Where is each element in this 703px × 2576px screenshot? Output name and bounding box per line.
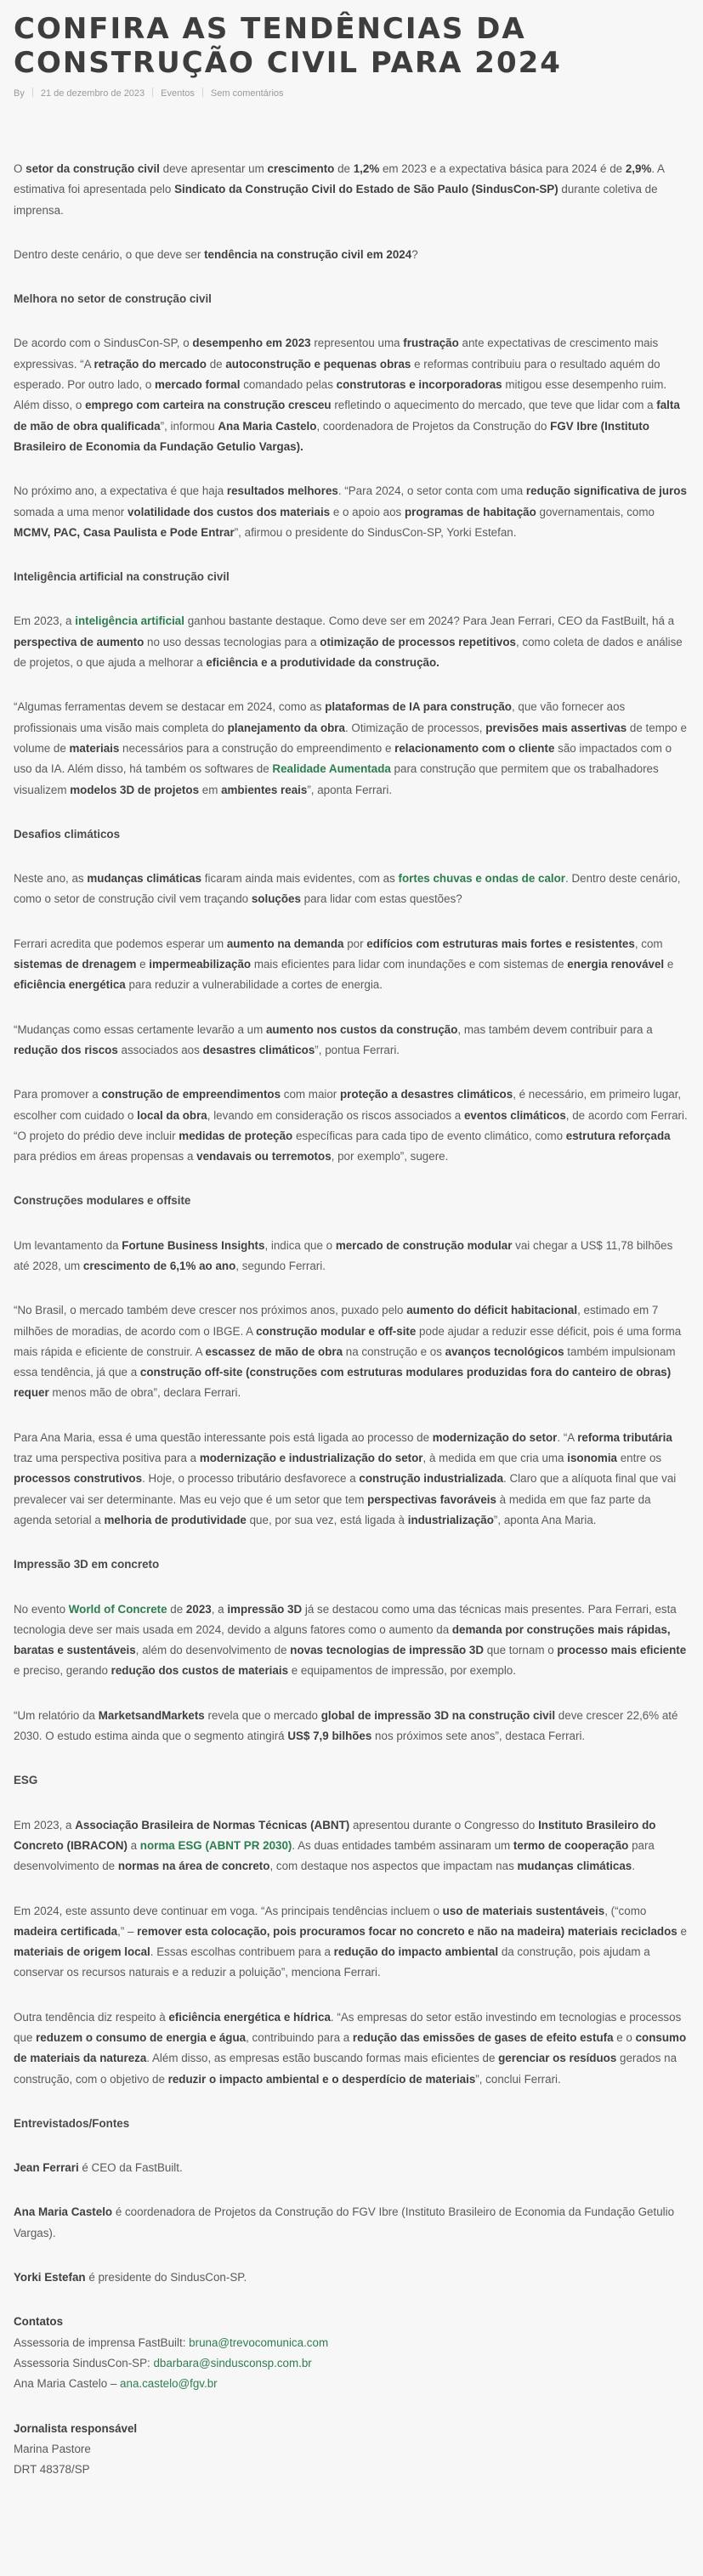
- section-heading: ESG: [14, 1774, 38, 1787]
- paragraph: “Mudanças como essas certamente levarão a um aumento nos custos da construção, mas também devem contribuir para a redução dos riscos associados aos desastres climáticos”, pontua Ferrari.: [14, 1022, 653, 1056]
- post-date-link[interactable]: 21 de dezembro de 2023: [40, 88, 145, 99]
- comments-link[interactable]: Sem comentários: [210, 88, 284, 99]
- paragraph: Para Ana Maria, essa é uma questão interessante pois está ligada ao processo de modernização do setor. “A reforma tributária traz uma perspectiva positiva para a modernização e industrialização do setor, à medida em que cria uma isonomia entre os processos construtivos. Hoje, o processo tributário desfavorece a construção industrializada. Claro que a alíquota final que vai prevalecer vai ser determinante. Mas eu vejo que é um setor que tem perspectivas favoráveis à medida em que faz parte da agenda setorial a melhoria de produtividade que, por sua vez, está ligada à industrialização”, aponta Ana Maria.: [14, 1430, 677, 1526]
- contacts-heading: Contatos: [14, 2315, 64, 2329]
- contacts-block: [14, 2312, 689, 2480]
- contact-line: Assessoria SindusCon-SP: dbarbara@sindusconsp.com.br: [14, 2356, 312, 2369]
- heavy-rain-link[interactable]: fortes chuvas: [398, 872, 473, 886]
- meta-divider: [152, 88, 153, 97]
- category-link[interactable]: Eventos: [161, 88, 195, 99]
- paragraph: “No Brasil, o mercado também deve crescer nos próximos anos, puxado pelo aumento do déficit habitacional, estimado em 7 milhões de moradias, de acordo com o IBGE. A construção modular e off-site pode ajudar a reduzir esse déficit, pois é uma forma mais rápida e eficiente de construir. A escassez de mão de obra na construção e os avanços tecnológicos também impulsionam essa tendência, já que a construção off-site (construções com estruturas modulares produzidas fora do canteiro de obras) requer menos mão de obra”, declara Ferrari.: [14, 1304, 682, 1400]
- paragraph: “Algumas ferramentas devem se destacar em 2024, como as plataformas de IA para construção, que vão fornecer aos profissionais uma visão mais completa do planejamento da obra. Otimização de processos, previsões mais assertivas de tempo e volume de materiais necessários para a construção do empreendimento e relacionamento com o cliente são impactados com o uso da IA. Além disso, há também os softwares de Realidade Aumentada para construção que permitem que os trabalhadores visualizem modelos 3D de projetos em ambientes reais”, aponta Ferrari.: [14, 700, 687, 796]
- heat-waves-link[interactable]: ondas de calor: [485, 872, 566, 886]
- journalist-name: Marina Pastore: [14, 2442, 91, 2455]
- contact-line: Assessoria de imprensa FastBuilt: bruna@trevocomunica.com: [14, 2335, 329, 2349]
- esg-norm-link[interactable]: norma ESG (ABNT PR 2030): [139, 1838, 292, 1852]
- meta-divider: [32, 88, 33, 97]
- meta-divider: [202, 88, 203, 97]
- journalist-heading: Jornalista responsável: [14, 2421, 138, 2435]
- paragraph: No próximo ano, a expectativa é que haja resultados melhores. “Para 2024, o setor conta com uma redução significativa de juros somada a uma menor volatilidade dos custos dos materiais e o apoio aos programas de habitação governamentais, como MCMV, PAC, Casa Paulista e Pode Entrar”, afirmou o presidente do SindusCon-SP, Yorki Estefan.: [14, 484, 687, 539]
- paragraph: “Um relatório da MarketsandMarkets revela que o mercado global de impressão 3D na construção civil deve crescer 22,6% até 2030. O estudo estima ainda que o segmento atingirá US$ 7,9 bilhões nos próximos sete anos”, destaca Ferrari.: [14, 1708, 678, 1743]
- paragraph: Neste ano, as mudanças climáticas ficaram ainda mais evidentes, com as fortes chuvas e ondas de calor. Dentro deste cenário, como o setor de construção civil vem traçando soluções para lidar com estas questões?: [14, 872, 681, 906]
- article-body: [14, 159, 689, 2480]
- ai-link[interactable]: inteligência artificial: [75, 614, 184, 628]
- section-heading: Entrevistados/Fontes: [14, 2116, 130, 2130]
- section-heading: Inteligência artificial na construção civil: [14, 570, 230, 584]
- section-heading: Melhora no setor de construção civil: [14, 292, 212, 306]
- paragraph: O setor da construção civil deve apresentar um crescimento de 1,2% em 2023 e a expectativa básica para 2024 é de 2,9%. A estimativa foi apresentada pelo Sindicato da Construção Civil do Estado de São Paulo (SindusCon-SP) durante coletiva de imprensa.: [14, 162, 665, 217]
- email-link[interactable]: bruna@trevocomunica.com: [189, 2335, 329, 2349]
- article-meta: [14, 88, 689, 99]
- author-label: By: [14, 88, 25, 99]
- article-title: CONFIRA AS TENDÊNCIAS DA CONSTRUÇÃO CIVIL PARA 2024: [14, 12, 562, 80]
- paragraph: Para promover a construção de empreendimentos com maior proteção a desastres climáticos, é necessário, em primeiro lugar, escolher com cuidado o local da obra, levando em consideração os riscos associados a eventos climáticos, de acordo com Ferrari. “O projeto do prédio deve incluir medidas de proteção específicas para cada tipo de evento climático, como estrutura reforçada para prédios em áreas propensas a vendavais ou terremotos, por exemplo”, sugere.: [14, 1088, 688, 1163]
- paragraph: Ferrari acredita que podemos esperar um aumento na demanda por edifícios com estruturas mais fortes e resistentes, com sistemas de drenagem e impermeabilização mais eficientes para lidar com inundações e com sistemas de energia renovável e eficiência energética para reduzir a vulnerabilidade a cortes de energia.: [14, 937, 674, 992]
- paragraph: Yorki Estefan é presidente do SindusCon-SP.: [14, 2271, 247, 2284]
- paragraph: Um levantamento da Fortune Business Insights, indica que o mercado de construção modular vai chegar a US$ 11,78 bilhões até 2028, um crescimento de 6,1% ao ano, segundo Ferrari.: [14, 1238, 673, 1272]
- paragraph: Ana Maria Castelo é coordenadora de Projetos da Construção do FGV Ibre (Instituto Brasileiro de Economia da Fundação Getulio Vargas).: [14, 2205, 675, 2239]
- paragraph: Em 2024, este assunto deve continuar em voga. “As principais tendências incluem o uso de materiais sustentáveis, (“como madeira certificada,” – remover esta colocação, pois procuramos focar no concreto e não na madeira) materiais reciclados e materiais de origem local. Essas escolhas contribuem para a redução do impacto ambiental da construção, pois ajudam a conservar os recursos naturais e a reduzir a poluição”, menciona Ferrari.: [14, 1904, 687, 1979]
- paragraph: Em 2023, a Associação Brasileira de Normas Técnicas (ABNT) apresentou durante o Congresso do Instituto Brasileiro do Concreto (IBRACON) a norma ESG (ABNT PR 2030). As duas entidades também assinaram um termo de cooperação para desenvolvimento de normas na área de concreto, com destaque nos aspectos que impactam nas mudanças climáticas.: [14, 1818, 656, 1873]
- paragraph: Dentro deste cenário, o que deve ser tendência na construção civil em 2024?: [14, 247, 418, 261]
- paragraph: Em 2023, a inteligência artificial ganhou bastante destaque. Como deve ser em 2024? Para Jean Ferrari, CEO da FastBuilt, há a perspectiva de aumento no uso dessas tecnologias para a otimização de processos repetitivos, como coleta de dados e análise de projetos, o que ajuda a melhorar a eficiência e a produtividade da construção.: [14, 614, 683, 670]
- world-of-concrete-link[interactable]: World of Concrete: [68, 1602, 167, 1616]
- section-heading: Construções modulares e offsite: [14, 1194, 191, 1208]
- email-link[interactable]: dbarbara@sindusconsp.com.br: [153, 2356, 312, 2369]
- email-link[interactable]: ana.castelo@fgv.br: [120, 2377, 218, 2391]
- paragraph: Outra tendência diz respeito à eficiência energética e hídrica. “As empresas do setor estão investindo em tecnologias e processos que reduzem o consumo de energia e água, contribuindo para a redução das emissões de gases de efeito estufa e o consumo de materiais da natureza. Além disso, as empresas estão buscando formas mais eficientes de gerenciar os resíduos gerados na construção, com o objetivo de reduzir o impacto ambiental e o desperdício de materiais”, conclui Ferrari.: [14, 2010, 687, 2086]
- paragraph: No evento World of Concrete de 2023, a impressão 3D já se destacou como uma das técnicas mais presentes. Para Ferrari, esta tecnologia deve ser mais usada em 2024, devido a alguns fatores como o aumento da demanda por construções mais rápidas, baratas e sustentáveis, além do desenvolvimento de novas tecnologias de impressão 3D que tornam o processo mais eficiente e preciso, gerando redução dos custos de materiais e equipamentos de impressão, por exemplo.: [14, 1602, 687, 1678]
- augmented-reality-link[interactable]: Realidade Aumentada: [272, 762, 391, 776]
- paragraph: Jean Ferrari é CEO da FastBuilt.: [14, 2161, 183, 2175]
- paragraph: De acordo com o SindusCon-SP, o desempenho em 2023 representou uma frustração ante expectativas de crescimento mais expressivas. “A retração do mercado de autoconstrução e pequenas obras e reformas contribuiu para o resultado aquém do esperado. Por outro lado, o mercado formal comandado pelas construtoras e incorporadoras mitigou esse desempenho ruim. Além disso, o emprego com carteira na construção cresceu refletindo o aquecimento do mercado, que teve que lidar com a falta de mão de obra qualificada”, informou Ana Maria Castelo, coordenadora de Projetos da Construção do FGV Ibre (Instituto Brasileiro de Economia da Fundação Getulio Vargas).: [14, 337, 680, 453]
- section-heading: Impressão 3D em concreto: [14, 1558, 160, 1571]
- contact-line: Ana Maria Castelo – ana.castelo@fgv.br: [14, 2377, 218, 2391]
- section-heading: Desafios climáticos: [14, 827, 121, 841]
- journalist-drt: DRT 48378/SP: [14, 2463, 90, 2477]
